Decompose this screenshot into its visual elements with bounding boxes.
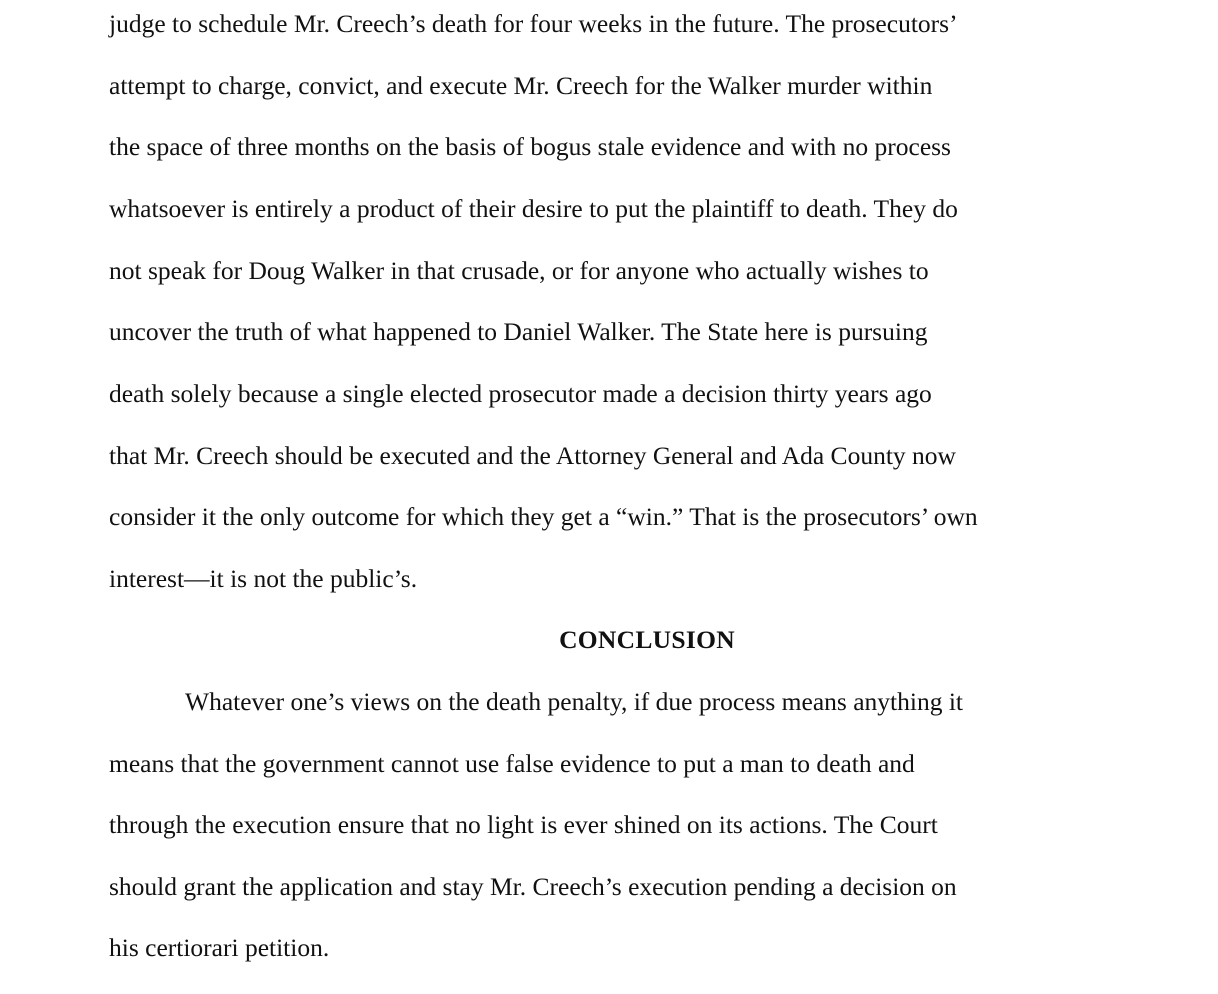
paragraph-line: uncover the truth of what happened to Daniel Walker. The State here is pursuing	[109, 317, 928, 346]
paragraph-line: whatsoever is entirely a product of their desire to put the plaintiff to death. They do	[109, 194, 958, 223]
paragraph-line: his certiorari petition.	[109, 933, 330, 962]
paragraph-line: consider it the only outcome for which they get a “win.” That is the prosecutors’ own	[109, 502, 978, 531]
paragraph-line: interest—it is not the public’s.	[109, 564, 418, 593]
paragraph-line: not speak for Doug Walker in that crusade, or for anyone who actually wishes to	[109, 256, 929, 285]
paragraph-line: attempt to charge, convict, and execute Mr. Creech for the Walker murder within	[109, 71, 933, 100]
paragraph-line: through the execution ensure that no light is ever shined on its actions. The Court	[109, 810, 938, 839]
paragraph-line: that Mr. Creech should be executed and the Attorney General and Ada County now	[109, 441, 956, 470]
paragraph-line: means that the government cannot use false evidence to put a man to death and	[109, 749, 915, 778]
section-heading-conclusion: CONCLUSION	[559, 625, 735, 654]
paragraph-line: Whatever one’s views on the death penalty, if due process means anything it	[185, 687, 963, 716]
paragraph-line: death solely because a single elected prosecutor made a decision thirty years ago	[109, 379, 932, 408]
paragraph-line: the space of three months on the basis of bogus stale evidence and with no process	[109, 132, 951, 161]
paragraph-line: should grant the application and stay Mr. Creech’s execution pending a decision on	[109, 872, 957, 901]
paragraph-line: judge to schedule Mr. Creech’s death for four weeks in the future. The prosecutors’	[109, 9, 958, 38]
